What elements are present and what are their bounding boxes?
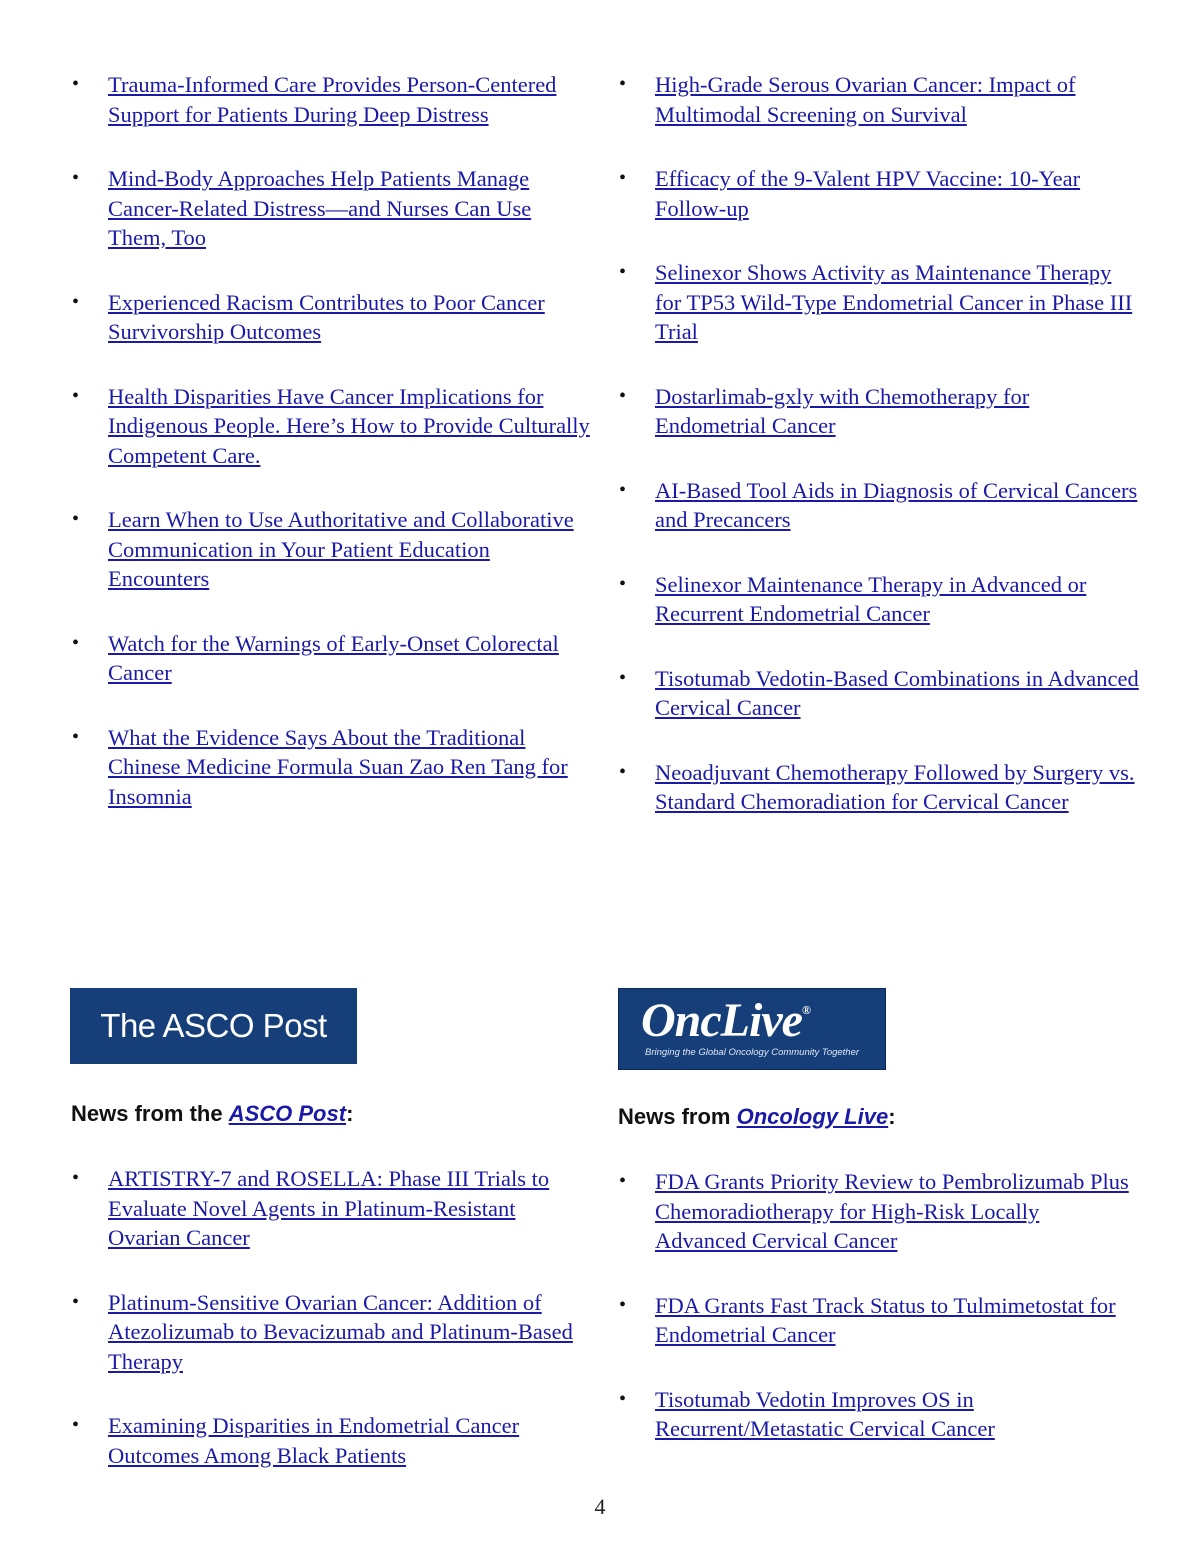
bullet-icon: • [619,1387,627,1410]
list-item [619,382,1139,441]
list-item [72,288,592,347]
article-link[interactable]: FDA Grants Priority Review to Pembrolizumab Plus Chemoradiotherapy for High-Risk Locally Advanced Cervical Cancer [655,1169,1129,1253]
heading-suffix: : [346,1101,354,1126]
list-item [619,70,1139,129]
top-left-column [72,70,592,811]
bullet-icon: • [72,1290,80,1313]
article-link[interactable]: Platinum-Sensitive Ovarian Cancer: Addition of Atezolizumab to Bevacizumab and Platinum-Based Therapy [108,1289,573,1374]
article-link[interactable]: Health Disparities Have Cancer Implications for Indigenous People. Here’s How to Provide Culturally Competent Care. [108,383,590,468]
list-item [72,629,592,688]
onclive-logo-tagline: Bringing the Global Oncology Community Together [645,1047,860,1058]
bullet-icon: • [619,1293,627,1316]
article-link[interactable]: AI-Based Tool Aids in Diagnosis of Cervical Cancers and Precancers [655,477,1138,532]
article-link[interactable]: Selinexor Shows Activity as Maintenance Therapy for TP53 Wild-Type Endometrial Cancer in Phase III Trial [655,260,1133,344]
bullet-icon: • [72,508,80,530]
list-item [72,505,592,594]
link-list [72,1164,582,1470]
heading-prefix: News from [618,1104,737,1129]
list-item [72,70,592,129]
bullet-icon: • [619,384,627,407]
article-link[interactable]: Efficacy of the 9-Valent HPV Vaccine: 10-Year Follow-up [655,166,1081,221]
onclive-section-heading [618,1104,896,1130]
list-item [619,164,1139,223]
article-link[interactable]: Learn When to Use Authoritative and Collaborative Communication in Your Patient Education Encounters [108,507,574,591]
bullet-icon: • [619,572,627,595]
onclive-logo-name [641,993,810,1048]
bullet-icon: • [72,725,80,748]
onclive-links-column [619,1167,1129,1444]
list-item [619,1167,1129,1256]
article-link[interactable]: Mind-Body Approaches Help Patients Manage Cancer-Related Distress—and Nurses Can Use Them, Too [108,166,532,250]
asco-post-link[interactable]: ASCO Post [228,1101,347,1126]
list-item [619,258,1139,347]
heading-prefix: News from the [71,1101,229,1126]
article-link[interactable]: What the Evidence Says About the Traditional Chinese Medicine Formula Suan Zao Ren Tang for Insomnia [108,724,568,809]
article-link[interactable]: Selinexor Maintenance Therapy in Advanced or Recurrent Endometrial Cancer [655,571,1087,626]
onclive-logo [618,988,886,1070]
list-item [72,164,592,253]
list-item [619,570,1139,629]
list-item [619,1385,1129,1444]
bullet-icon: • [72,1414,80,1436]
bullet-icon: • [619,167,627,189]
article-link[interactable]: Experienced Racism Contributes to Poor Cancer Survivorship Outcomes [108,289,545,344]
bullet-icon: • [72,631,80,654]
article-link[interactable]: Trauma-Informed Care Provides Person-Centered Support for Patients During Deep Distress [108,72,557,127]
asco-post-logo [70,988,357,1064]
bullet-icon: • [72,73,80,95]
top-right-column [619,70,1139,817]
bullet-icon: • [619,1170,627,1192]
article-link[interactable]: ARTISTRY-7 and ROSELLA: Phase III Trials to Evaluate Novel Agents in Platinum-Resistant Ovarian Cancer [108,1166,550,1250]
list-item [72,1411,582,1470]
bullet-icon: • [72,384,80,407]
article-link[interactable]: Tisotumab Vedotin Improves OS in Recurrent/Metastatic Cervical Cancer [655,1386,995,1441]
bullet-icon: • [619,760,627,783]
list-item [72,1288,582,1377]
list-item [619,1291,1129,1350]
bullet-icon: • [72,1167,80,1189]
link-list [619,1167,1129,1444]
page-number: 4 [594,1494,606,1519]
asco-links-column [72,1164,582,1470]
link-list [72,70,592,811]
registered-mark: ® [801,1003,810,1017]
article-link[interactable]: High-Grade Serous Ovarian Cancer: Impact of Multimodal Screening on Survival [655,72,1076,127]
list-item [72,382,592,471]
article-link[interactable]: Examining Disparities in Endometrial Cancer Outcomes Among Black Patients [108,1413,520,1468]
list-item [619,476,1139,535]
heading-suffix: : [888,1104,896,1129]
list-item [619,664,1139,723]
link-list [619,70,1139,817]
article-link[interactable]: Watch for the Warnings of Early-Onset Colorectal Cancer [108,630,559,685]
article-link[interactable]: Neoadjuvant Chemotherapy Followed by Surgery vs. Standard Chemoradiation for Cervical Cancer [655,759,1135,814]
article-link[interactable]: FDA Grants Fast Track Status to Tulmimetostat for Endometrial Cancer [655,1292,1116,1347]
onclive-logo-text: OncLive [641,994,802,1047]
article-link[interactable]: Tisotumab Vedotin-Based Combinations in Advanced Cervical Cancer [655,665,1139,720]
bullet-icon: • [619,261,627,283]
article-link[interactable]: Dostarlimab-gxly with Chemotherapy for Endometrial Cancer [655,383,1030,438]
bullet-icon: • [72,290,80,313]
list-item [619,758,1139,817]
oncology-live-link[interactable]: Oncology Live [736,1104,889,1129]
bullet-icon: • [619,73,627,95]
asco-section-heading [71,1101,353,1127]
bullet-icon: • [619,666,627,689]
list-item [72,723,592,812]
list-item [72,1164,582,1253]
bullet-icon: • [619,478,627,501]
bullet-icon: • [72,167,80,189]
asco-logo-text: The ASCO Post [100,1007,327,1044]
